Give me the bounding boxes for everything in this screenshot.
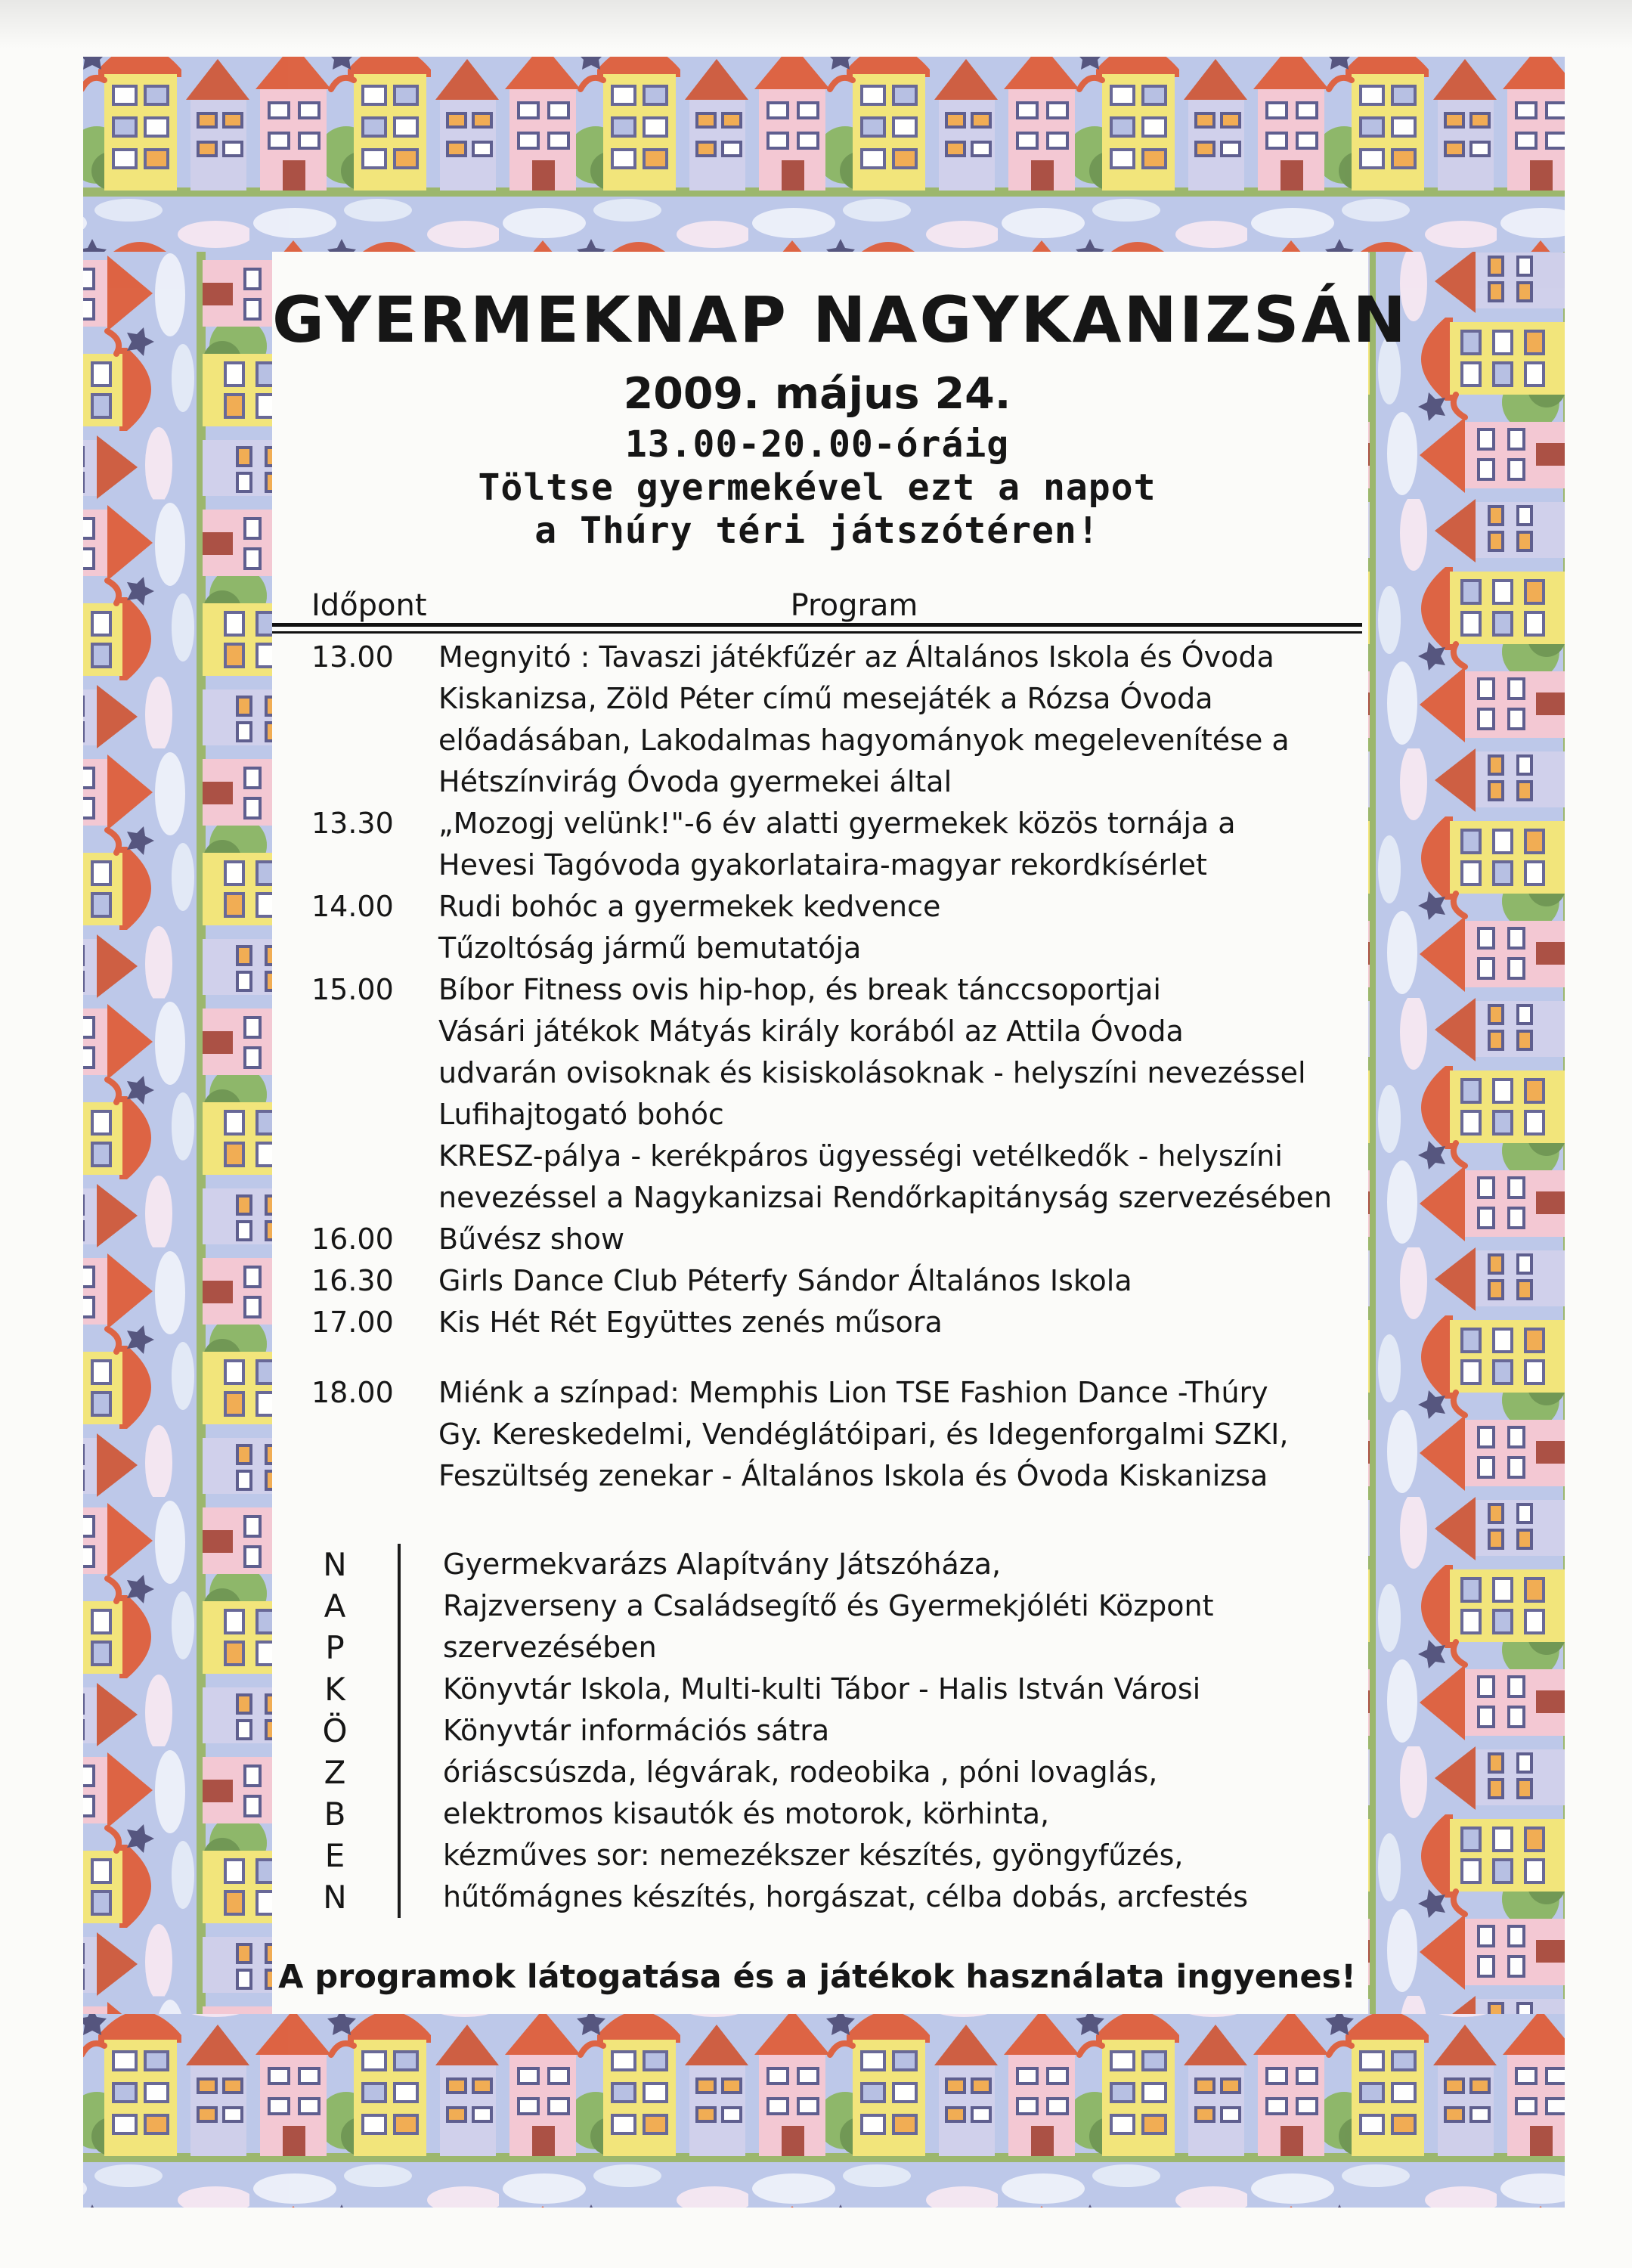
daytime-text: hűtőmágnes készítés, horgászat, célba dobás, arcfestés (398, 1876, 1376, 1918)
schedule-text: előadásában, Lakodalmas hagyományok megelevenítése a (438, 723, 1290, 757)
daytime-text: Rajzverseny a Családsegítő és Gyermekjóléti Központ (398, 1585, 1376, 1627)
invite-line-2: a Thúry téri játszótéren! (534, 510, 1100, 552)
table-row (272, 1260, 1376, 1302)
schedule-time: 13.00 (311, 640, 394, 674)
schedule-time (272, 1414, 438, 1455)
schedule-text: Bűvész show (438, 1222, 625, 1256)
table-row (272, 678, 1376, 720)
schedule-time: 15.00 (311, 973, 394, 1006)
schedule-text: Lufihajtogató bohóc (438, 1098, 724, 1131)
schedule-time (272, 720, 438, 761)
table-row (272, 1455, 1376, 1497)
list-item (272, 1835, 1376, 1876)
free-admission-note: A programok látogatása és a játékok használata ingyenes! (278, 1958, 1356, 1996)
schedule-text: nevezéssel a Nagykanizsai Rendőrkapitányság szervezésében (438, 1181, 1333, 1214)
list-item (272, 1710, 1376, 1752)
daytime-letter: N (323, 1879, 347, 1916)
schedule-time (272, 928, 438, 969)
daytime-text: Könyvtár Iskola, Multi-kulti Tábor - Halis István Városi (398, 1668, 1376, 1710)
daytime-program-list (272, 1544, 1376, 1918)
daytime-letter: P (325, 1629, 345, 1666)
daytime-text: szervezésében (398, 1627, 1376, 1668)
schedule-time (272, 1011, 438, 1052)
daytime-letter: Ö (322, 1712, 348, 1749)
schedule-text: Rudi bohóc a gyermekek kedvence (438, 890, 941, 923)
schedule-text: Hevesi Tagóvoda gyakorlataira-magyar rekordkísérlet (438, 848, 1207, 881)
schedule-time: 14.00 (311, 890, 394, 923)
schedule-time (272, 1455, 438, 1497)
list-item (272, 1585, 1376, 1627)
schedule-time (272, 1094, 438, 1136)
event-time-range: 13.00-20.00-óráig (624, 423, 1010, 466)
schedule-time (272, 678, 438, 720)
table-row (272, 803, 1376, 844)
table-row (272, 928, 1376, 969)
schedule-time: 16.30 (311, 1264, 394, 1297)
list-item (272, 1752, 1376, 1793)
schedule-text: udvarán ovisoknak és kisiskolásoknak - helyszíni nevezéssel (438, 1056, 1306, 1089)
schedule-text: Megnyitó : Tavaszi játékfűzér az Általános Iskola és Óvoda (438, 640, 1274, 674)
page-title: GYERMEKNAP NAGYKANIZSÁN (272, 283, 1408, 357)
daytime-text: óriáscsúszda, légvárak, rodeobika , póni lovaglás, (398, 1752, 1376, 1793)
table-row (272, 720, 1376, 761)
list-item (272, 1544, 1376, 1585)
table-row (272, 1136, 1376, 1177)
table-row (272, 1052, 1376, 1094)
schedule-text: Vásári játékok Mátyás király korából az Attila Óvoda (438, 1015, 1184, 1048)
schedule-header-rule (272, 623, 1362, 634)
schedule-time: 17.00 (311, 1306, 394, 1339)
list-item (272, 1668, 1376, 1710)
schedule-time (272, 761, 438, 803)
table-row (272, 761, 1376, 803)
daytime-letter: A (324, 1588, 346, 1625)
table-row (272, 1414, 1376, 1455)
table-row (272, 1177, 1376, 1219)
table-row (272, 969, 1376, 1011)
daytime-text: elektromos kisautók és motorok, körhinta, (398, 1793, 1376, 1835)
schedule-text: Kiskanizsa, Zöld Péter című mesejáték a Rózsa Óvoda (438, 682, 1213, 715)
daytime-text: Könyvtár információs sátra (398, 1710, 1376, 1752)
schedule-table (272, 637, 1376, 1497)
table-row (272, 886, 1376, 928)
schedule-text: Tűzoltóság jármű bemutatója (438, 931, 862, 965)
schedule-text: Gy. Kereskedelmi, Vendéglátóipari, és Idegenforgalmi SZKI, (438, 1418, 1289, 1451)
daytime-letter: K (324, 1671, 345, 1708)
table-row (272, 844, 1376, 886)
schedule-time (272, 1052, 438, 1094)
list-item (272, 1627, 1376, 1668)
schedule-time: 18.00 (311, 1376, 394, 1409)
schedule-text: Girls Dance Club Péterfy Sándor Általános Iskola (438, 1264, 1132, 1297)
list-item (272, 1793, 1376, 1835)
daytime-letter: E (324, 1837, 345, 1874)
table-row (272, 1011, 1376, 1052)
daytime-letter: N (323, 1546, 347, 1583)
event-date: 2009. május 24. (623, 369, 1011, 419)
column-header-time: Időpont (311, 588, 427, 623)
table-row (272, 1219, 1376, 1260)
column-header-program: Program (790, 588, 918, 623)
schedule-time (272, 844, 438, 886)
daytime-text: Gyermekvarázs Alapítvány Játszóháza, (398, 1544, 1376, 1585)
schedule-text: Miénk a színpad: Memphis Lion TSE Fashion Dance -Thúry (438, 1376, 1268, 1409)
schedule-text: „Mozogj velünk!"-6 év alatti gyermekek közös tornája a (438, 807, 1236, 840)
daytime-letter: B (324, 1796, 346, 1833)
table-row (272, 1302, 1376, 1343)
schedule-time: 13.30 (311, 807, 394, 840)
schedule-text: Hétszínvirág Óvoda gyermekei által (438, 765, 952, 798)
list-item (272, 1876, 1376, 1918)
schedule-text: Bíbor Fitness ovis hip-hop, és break tánccsoportjai (438, 973, 1161, 1006)
schedule-time (272, 1136, 438, 1177)
invite-line-1: Töltse gyermekével ezt a napot (478, 466, 1157, 509)
schedule-text: KRESZ-pálya - kerékpáros ügyességi vetélkedők - helyszíni (438, 1139, 1283, 1173)
daytime-letter: Z (324, 1754, 346, 1791)
table-row (272, 1094, 1376, 1136)
schedule-time (272, 1177, 438, 1219)
schedule-text: Kis Hét Rét Együttes zenés műsora (438, 1306, 943, 1339)
schedule-text: Feszültség zenekar - Általános Iskola és Óvoda Kiskanizsa (438, 1459, 1268, 1492)
schedule-time: 16.00 (311, 1222, 394, 1256)
table-row (272, 1372, 1376, 1414)
daytime-text: kézműves sor: nemezékszer készítés, gyöngyfűzés, (398, 1835, 1376, 1876)
table-row (272, 637, 1376, 678)
